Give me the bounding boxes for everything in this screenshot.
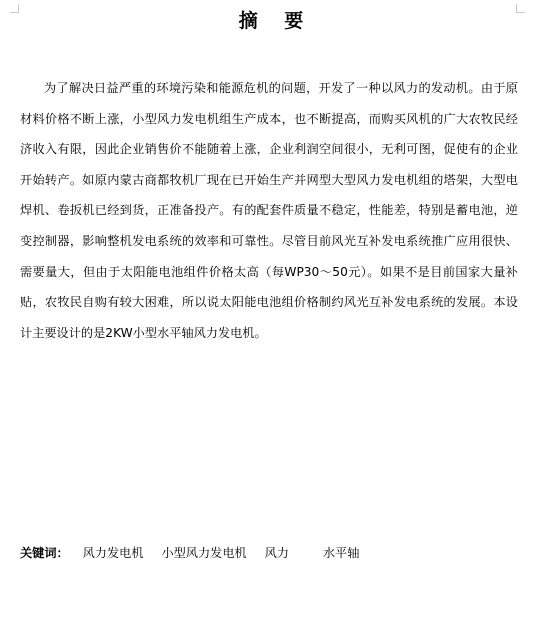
keyword-item: 风力 bbox=[264, 546, 289, 560]
abstract-title: 摘 要 bbox=[238, 10, 314, 32]
keywords-label: 关键词： bbox=[20, 546, 69, 560]
keyword-item: 风力发电机 bbox=[82, 546, 144, 560]
keyword-item: 水平轴 bbox=[322, 546, 360, 560]
keywords-line bbox=[20, 542, 520, 564]
abstract-body: 为了解决日益严重的环境污染和能源危机的问题，开发了一种以风力的发动机。由于原材料价格不断上涨，小型风力发电机组生产成本，也不断提高，而购买风机的广大农牧民经济收入有限，因此企业销售价不能随着上涨，企业利润空间很小，无利可图，促使有的企业开始转产。如原内蒙古商都牧机厂现在已开始生产并网型大型风力发电机组的塔架，大型电焊机、卷扳机已经到货，正准备投产。有的配套件质量不稳定，性能差，特别是蓄电池，逆变控制器，影响整机发电系统的效率和可靠性。尽管目前风光互补发电系统推广应用很快、需要量大，但由于太阳能电池组件价格太高（每WP30～50元）。如果不是目前国家大量补贴，农牧民自购有较大困难，所以说太阳能电池组价格制约风光互补发电系统的发展。本设计主要设计的是2KW小型水平轴风力发电机。 bbox=[20, 81, 518, 340]
keyword-item: 小型风力发电机 bbox=[161, 546, 247, 560]
